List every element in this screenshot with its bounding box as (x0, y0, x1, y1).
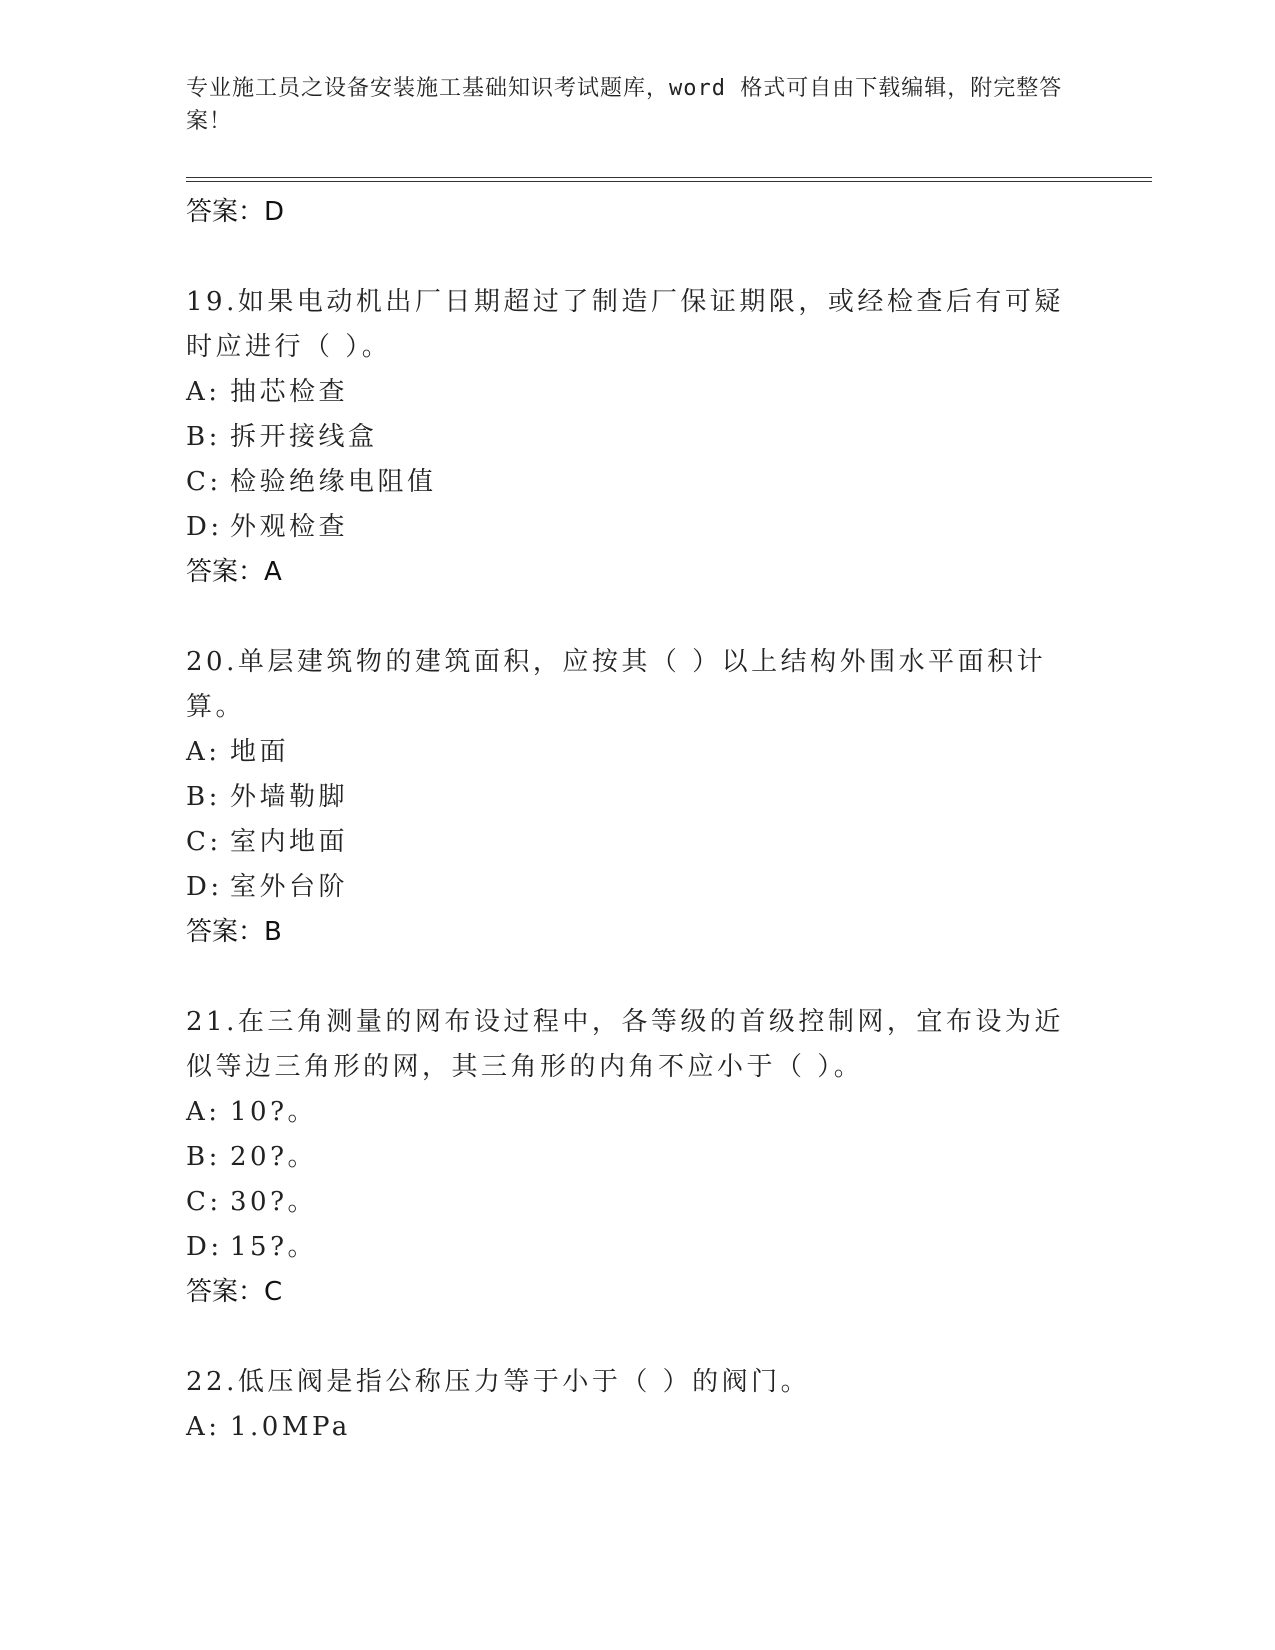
option-text: 外墙勒脚 (230, 782, 349, 812)
option-text: 室外台阶 (230, 872, 349, 902)
option-a (186, 1405, 1086, 1450)
option-d (186, 1225, 1086, 1270)
option-a (186, 370, 1086, 415)
option-letter: D: (186, 1232, 223, 1262)
option-text: 1.0MPa (230, 1412, 351, 1442)
answer-label: 答案：C (186, 1277, 283, 1307)
header-divider-top (186, 177, 1152, 178)
question-item (186, 1360, 1086, 1450)
option-d (186, 865, 1086, 910)
option-b (186, 1135, 1086, 1180)
option-c (186, 1180, 1086, 1225)
answer-label: 答案：D (186, 197, 285, 227)
option-text: 拆开接线盒 (230, 422, 378, 452)
option-letter: C: (186, 827, 222, 857)
answer-label: 答案：B (186, 917, 282, 947)
option-c (186, 820, 1086, 865)
option-text: 20?。 (230, 1142, 318, 1172)
option-letter: A: (186, 1412, 221, 1442)
question-item (186, 640, 1086, 954)
document-header: 专业施工员之设备安装施工基础知识考试题库，word 格式可自由下载编辑，附完整答案！ (186, 76, 1063, 134)
option-letter: B: (186, 782, 221, 812)
option-letter: C: (186, 467, 222, 497)
option-text: 外观检查 (230, 512, 349, 542)
question-stem: 22.低压阀是指公称压力等于小于（ ）的阀门。 (186, 1367, 811, 1397)
option-b (186, 775, 1086, 820)
question-item (186, 1000, 1086, 1314)
option-letter: A: (186, 1097, 221, 1127)
option-text: 抽芯检查 (230, 377, 349, 407)
option-letter: B: (186, 1142, 221, 1172)
header-divider-bottom (186, 181, 1152, 182)
option-letter: B: (186, 422, 221, 452)
answer-label: 答案：A (186, 557, 282, 587)
option-text: 检验绝缘电阻值 (230, 467, 437, 497)
option-a (186, 1090, 1086, 1135)
option-text: 地面 (230, 737, 290, 767)
option-text: 10?。 (230, 1097, 318, 1127)
question-stem: 20.单层建筑物的建筑面积，应按其（ ）以上结构外围水平面积计算。 (186, 647, 1047, 722)
option-letter: A: (186, 377, 221, 407)
question-stem: 21.在三角测量的网布设过程中，各等级的首级控制网，宜布设为近似等边三角形的网，其三角形的内角不应小于（ ）。 (186, 1007, 1064, 1082)
option-text: 15?。 (230, 1232, 318, 1262)
option-letter: D: (186, 512, 223, 542)
option-text: 室内地面 (230, 827, 349, 857)
question-stem: 19.如果电动机出厂日期超过了制造厂保证期限，或经检查后有可疑时应进行（ ）。 (186, 287, 1064, 362)
question-item (186, 280, 1086, 594)
option-letter: C: (186, 1187, 222, 1217)
option-a (186, 730, 1086, 775)
option-letter: A: (186, 737, 221, 767)
option-d (186, 505, 1086, 550)
question-list (186, 190, 1086, 1450)
option-text: 30?。 (230, 1187, 318, 1217)
option-b (186, 415, 1086, 460)
option-c (186, 460, 1086, 505)
option-letter: D: (186, 872, 223, 902)
